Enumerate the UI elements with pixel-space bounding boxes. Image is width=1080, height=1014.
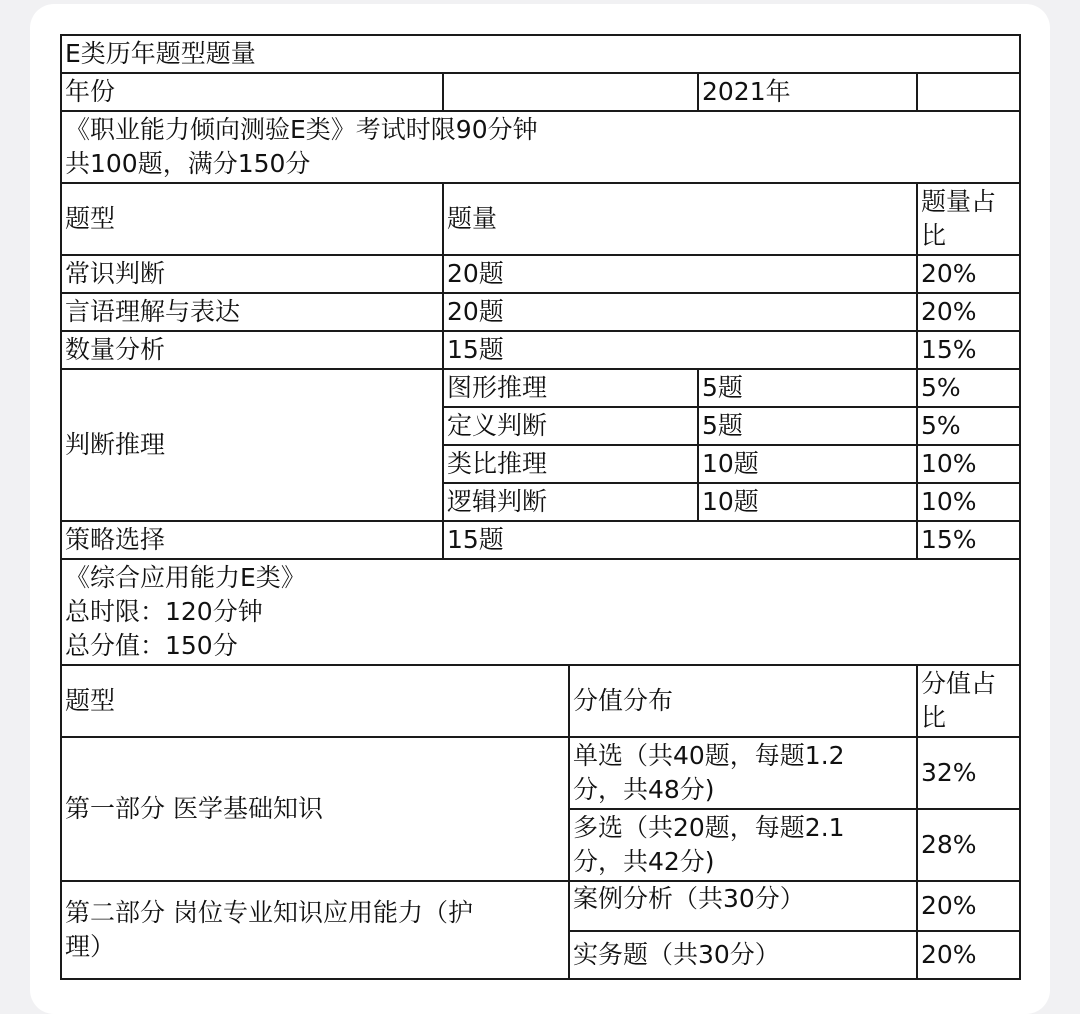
- col-header-ratio: 分值占 比: [917, 665, 1020, 737]
- question-type: 数量分析: [61, 331, 443, 369]
- question-type: 言语理解与表达: [61, 293, 443, 331]
- table-row: [61, 369, 1020, 407]
- question-count: 10题: [698, 483, 917, 521]
- part-name: 第一部分 医学基础知识: [61, 737, 569, 881]
- sub-type: 类比推理: [443, 445, 698, 483]
- question-type: 策略选择: [61, 521, 443, 559]
- exam1-header: 《职业能力倾向测验E类》考试时限90分钟 共100题，满分150分: [61, 111, 1020, 183]
- question-count: 20题: [443, 293, 917, 331]
- question-ratio: 20%: [917, 255, 1020, 293]
- sub-type: 图形推理: [443, 369, 698, 407]
- col-header-type: 题型: [61, 183, 443, 255]
- score-desc: 实务题（共30分）: [569, 931, 917, 979]
- table-row: [61, 293, 1020, 331]
- title-row: [61, 35, 1020, 73]
- question-count: 10题: [698, 445, 917, 483]
- exam-structure-table: [60, 34, 1021, 980]
- question-count: 5题: [698, 369, 917, 407]
- question-ratio: 15%: [917, 331, 1020, 369]
- question-ratio: 10%: [917, 445, 1020, 483]
- question-type: 常识判断: [61, 255, 443, 293]
- col-header-type: 题型: [61, 665, 569, 737]
- question-count: 5题: [698, 407, 917, 445]
- question-ratio: 15%: [917, 521, 1020, 559]
- question-count: 15题: [443, 521, 917, 559]
- question-ratio: 5%: [917, 407, 1020, 445]
- year-label: 年份: [61, 73, 443, 111]
- exam2-col-header-row: [61, 665, 1020, 737]
- table-title: E类历年题型题量: [61, 35, 1020, 73]
- col-header-score: 分值分布: [569, 665, 917, 737]
- exam2-header-row: [61, 559, 1020, 665]
- year-value: 2021年: [698, 73, 917, 111]
- score-ratio: 20%: [917, 931, 1020, 979]
- col-header-count: 题量: [443, 183, 917, 255]
- exam2-header: 《综合应用能力E类》 总时限：120分钟 总分值：150分: [61, 559, 1020, 665]
- sub-type: 逻辑判断: [443, 483, 698, 521]
- empty-cell: [443, 73, 698, 111]
- year-row: [61, 73, 1020, 111]
- table-row: [61, 331, 1020, 369]
- part-name: 第二部分 岗位专业知识应用能力（护 理）: [61, 881, 569, 979]
- question-ratio: 5%: [917, 369, 1020, 407]
- question-ratio: 10%: [917, 483, 1020, 521]
- question-ratio: 20%: [917, 293, 1020, 331]
- table-row: [61, 737, 1020, 809]
- exam1-col-header-row: [61, 183, 1020, 255]
- table-row: [61, 521, 1020, 559]
- table-row: [61, 255, 1020, 293]
- score-desc: 单选（共40题，每题1.2 分，共48分): [569, 737, 917, 809]
- score-desc: 案例分析（共30分）: [569, 881, 917, 931]
- exam1-header-row: [61, 111, 1020, 183]
- score-ratio: 28%: [917, 809, 1020, 881]
- score-ratio: 32%: [917, 737, 1020, 809]
- col-header-ratio: 题量占 比: [917, 183, 1020, 255]
- question-count: 15题: [443, 331, 917, 369]
- score-desc: 多选（共20题，每题2.1 分，共42分): [569, 809, 917, 881]
- sub-type: 定义判断: [443, 407, 698, 445]
- question-type: 判断推理: [61, 369, 443, 521]
- table-row: [61, 881, 1020, 931]
- score-ratio: 20%: [917, 881, 1020, 931]
- empty-cell: [917, 73, 1020, 111]
- question-count: 20题: [443, 255, 917, 293]
